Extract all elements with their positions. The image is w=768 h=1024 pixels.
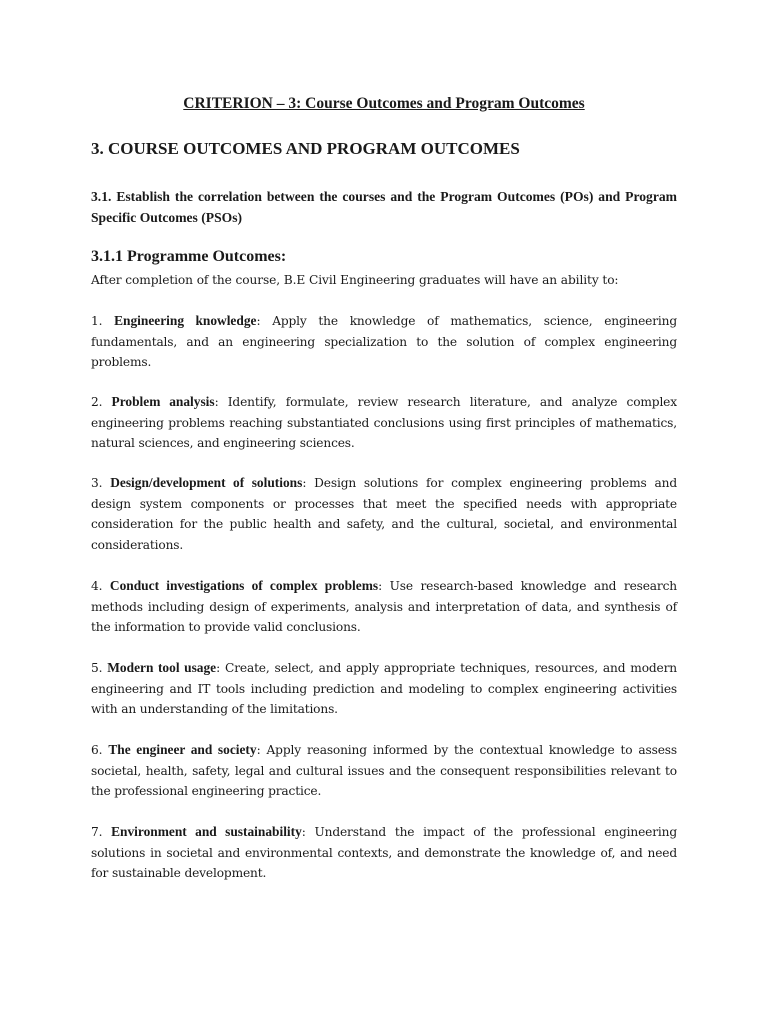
outcome-text: : Create, select, and apply appropriate techniques, resources, and modern engineering and IT tools including prediction and modeling to complex engineering activities with an understanding of the limitations. (91, 661, 677, 717)
outcome-number: 4. (91, 579, 103, 593)
outcome-title: Modern tool usage (107, 660, 217, 675)
programme-outcomes-heading: 3.1.1 Programme Outcomes: (91, 248, 287, 265)
outcome-item (91, 658, 677, 720)
outcome-number: 7. (91, 825, 103, 839)
outcome-title: Environment and sustainability (111, 824, 302, 839)
section-heading: 3. COURSE OUTCOMES AND PROGRAM OUTCOMES (91, 139, 520, 158)
outcome-text: : Apply the knowledge of mathematics, science, engineering fundamentals, and an engineering specialization to the solution of complex engineering problems. (91, 314, 678, 370)
outcome-text: : Understand the impact of the professional engineering solutions in societal and environmental contexts, and demonstrate the knowledge of, and need for sustainable development. (91, 825, 678, 881)
outcome-item (91, 822, 677, 884)
subsection-heading: 3.1. Establish the correlation between the courses and the Program Outcomes (POs) and Program Specific Outcomes (PSOs) (91, 189, 677, 225)
intro-text: After completion of the course, B.E Civil Engineering graduates will have an ability to: (91, 273, 619, 287)
criterion-title: CRITERION – 3: Course Outcomes and Program Outcomes (183, 95, 585, 112)
outcome-text: : Apply reasoning informed by the contextual knowledge to assess societal, health, safety, legal and cultural issues and the consequent responsibilities relevant to the professional engineering practice. (91, 743, 678, 799)
outcome-text: : Design solutions for complex engineering problems and design system components or processes that meet the specified needs with appropriate consideration for the public health and safety, and the cultural, societal, and environmental considerations. (91, 476, 677, 553)
outcome-title: Engineering knowledge (114, 313, 257, 328)
outcome-text: : Use research-based knowledge and research methods including design of experiments, analysis and interpretation of data, and synthesis of the information to provide valid conclusions. (91, 579, 677, 635)
outcome-text: : Identify, formulate, review research literature, and analyze complex engineering problems reaching substantiated conclusions using first principles of mathematics, natural sciences, and engineering sciences. (91, 395, 677, 451)
outcome-title: Design/development of solutions (110, 475, 303, 490)
outcome-number: 2. (91, 395, 103, 409)
outcome-title: Conduct investigations of complex problems (109, 578, 379, 593)
outcome-item (91, 311, 677, 373)
outcome-item (91, 740, 677, 802)
outcome-item (91, 576, 677, 638)
outcome-item (91, 392, 677, 454)
outcome-number: 5. (91, 661, 103, 675)
outcome-title: The engineer and society (108, 742, 257, 757)
outcome-number: 1. (91, 314, 103, 328)
outcome-number: 3. (91, 476, 103, 490)
outcome-number: 6. (91, 743, 103, 757)
outcome-item (91, 473, 677, 556)
outcome-title: Problem analysis (111, 394, 215, 409)
